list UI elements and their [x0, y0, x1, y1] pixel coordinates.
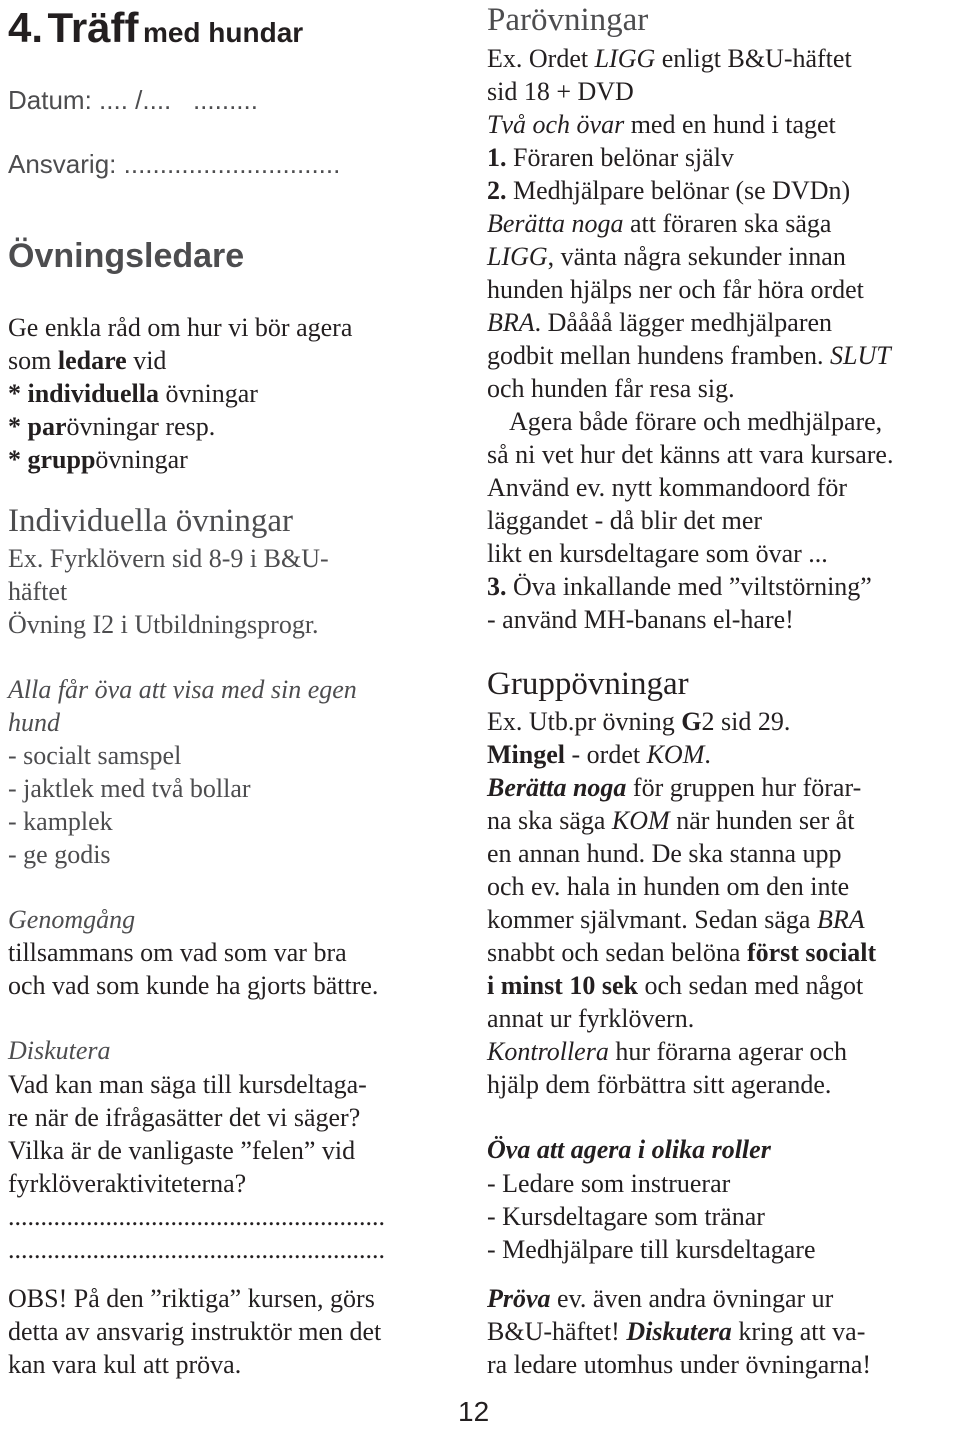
bold-segment: i minst 10 sek [487, 971, 638, 1000]
pair-line [487, 570, 872, 603]
individual-heading: Individuella övningar [8, 503, 294, 539]
text-segment: na ska säga [487, 806, 612, 835]
text-segment: kommer självmant. Sedan säga [487, 905, 817, 934]
list-item: - ge godis [8, 840, 111, 869]
italic-segment: Berätta noga [487, 209, 624, 238]
text-segment: 2 sid 29. [701, 707, 791, 736]
italic-segment: LIGG [594, 44, 656, 73]
roles-heading: Öva att agera i olika roller [487, 1135, 771, 1164]
text-segment: hur förarna agerar och [608, 1037, 848, 1066]
text-segment: Ex. Utb.pr övning [487, 707, 682, 736]
roles-line: - Ledare som instruerar [487, 1169, 731, 1198]
group-line [487, 804, 855, 837]
italic-segment: KOM [646, 740, 705, 769]
bullet-group [8, 443, 188, 476]
text-segment: Medhjälpare belönar (se DVDn) [506, 176, 851, 205]
text-segment: med en hund i taget [624, 110, 836, 139]
text-segment: för gruppen hur förar- [626, 773, 862, 802]
text-segment: övningar [159, 379, 258, 408]
pair-line [487, 42, 852, 75]
pair-line: så ni vet hur det känns att vara kursare. [487, 440, 894, 469]
pair-line [487, 108, 836, 141]
obs-line-1: OBS! På den ”riktiga” kursen, görs [8, 1284, 375, 1313]
bold-segment: G [681, 707, 702, 736]
text-segment: Ex. Ordet [487, 44, 595, 73]
discuss-line-1: Vad kan man säga till kursdeltaga- [8, 1070, 367, 1099]
text-segment: övningar resp. [66, 412, 216, 441]
individual-line-2: häftet [8, 577, 68, 606]
page-number: 12 [458, 1396, 490, 1427]
try-line [487, 1282, 833, 1315]
pair-line: Använd ev. nytt kommandoord för [487, 473, 848, 502]
text-segment: . [704, 740, 711, 769]
italic-segment: KOM [611, 806, 670, 835]
list-item: - jaktlek med två bollar [8, 774, 251, 803]
text-segment: ev. även andra övningar ur [550, 1284, 834, 1313]
group-line: och ev. hala in hunden om den inte [487, 872, 850, 901]
page-title [8, 4, 303, 52]
all-line-2: hund [8, 708, 60, 737]
pair-heading: Parövningar [487, 2, 649, 38]
individual-line-1: Ex. Fyrklövern sid 8-9 i B&U- [8, 544, 329, 573]
text-segment: - ordet [565, 740, 647, 769]
roles-line: - Kursdeltagare som tränar [487, 1202, 765, 1231]
group-heading: Gruppövningar [487, 666, 689, 702]
try-line: ra ledare utomhus under övningarna! [487, 1350, 872, 1379]
italic-segment: BRA [816, 905, 865, 934]
group-line [487, 771, 861, 804]
pair-line [487, 174, 850, 207]
group-line [487, 969, 863, 1002]
italic-segment: SLUT [829, 341, 891, 370]
text-segment: och sedan med något [637, 971, 864, 1000]
list-item: - kamplek [8, 807, 113, 836]
bold-segment: * individuella [8, 379, 159, 408]
review-line-2: och vad som kunde ha gjorts bättre. [8, 971, 379, 1000]
responsible-line [8, 148, 340, 181]
date-label: Datum: [8, 85, 92, 115]
pair-line: likt en kursdeltagare som övar ... [487, 539, 828, 568]
pair-line [487, 207, 831, 240]
text-segment: godbit mellan hundens framben. [487, 341, 830, 370]
bold-segment: * grupp [8, 445, 96, 474]
discuss-line-2: re när de ifrågasätter det vi säger? [8, 1103, 361, 1132]
text-segment: Öva inkallande med ”viltstörning” [506, 572, 872, 601]
roles-line: - Medhjälpare till kursdeltagare [487, 1235, 816, 1264]
leader-line-2 [8, 344, 166, 377]
italic-segment: Två och övar [487, 110, 625, 139]
group-line: hjälp dem förbättra sitt agerande. [487, 1070, 832, 1099]
dotted-line: .......................................................... [8, 1235, 385, 1264]
discuss-heading: Diskutera [8, 1036, 111, 1065]
all-line-1: Alla får öva att visa med sin egen [8, 675, 357, 704]
individual-line-3: Övning I2 i Utbildningsprogr. [8, 610, 319, 639]
responsible-label: Ansvarig: [8, 149, 117, 179]
group-line [487, 738, 711, 771]
pair-line: Agera både förare och medhjälpare, [509, 407, 883, 436]
text-segment: . Dåååå lägger medhjälparen [534, 308, 833, 337]
pair-line [487, 240, 846, 273]
group-line [487, 705, 790, 738]
bullet-pair [8, 410, 215, 443]
pair-line [487, 339, 891, 372]
pair-line: sid 18 + DVD [487, 77, 634, 106]
leader-line-1: Ge enkla råd om hur vi bör agera [8, 313, 353, 342]
text-segment: , vänta några sekunder innan [547, 242, 846, 271]
text-segment: B&U-häftet! [487, 1317, 627, 1346]
text-segment: Föraren belönar själv [506, 143, 734, 172]
date-line [8, 84, 258, 117]
group-line [487, 1035, 847, 1068]
review-line-1: tillsammans om vad som var bra [8, 938, 347, 967]
text-segment: enligt B&U-häftet [655, 44, 852, 73]
pair-line [487, 306, 832, 339]
group-line [487, 936, 876, 969]
text-segment: vid [126, 346, 167, 375]
group-line: en annan hund. De ska stanna upp [487, 839, 842, 868]
text-segment: kring att va- [731, 1317, 866, 1346]
bold-segment: först socialt [746, 938, 877, 967]
discuss-line-3: Vilka är de vanligaste ”felen” vid [8, 1136, 356, 1165]
leader-heading: Övningsledare [8, 237, 245, 275]
pair-line [487, 141, 734, 174]
review-heading: Genomgång [8, 905, 136, 934]
bold-segment: * par [8, 412, 67, 441]
text-segment: när hunden ser åt [669, 806, 855, 835]
group-line [487, 903, 865, 936]
bold-segment: 2. [487, 176, 507, 205]
bold-segment: 1. [487, 143, 507, 172]
title-big: Träff [47, 4, 139, 51]
italic-segment: Kontrollera [487, 1037, 609, 1066]
text-segment: övningar [95, 445, 188, 474]
group-line: annat ur fyrklövern. [487, 1004, 695, 1033]
bold-segment: ledare [57, 346, 127, 375]
pair-line: hunden hjälps ner och får höra ordet [487, 275, 864, 304]
dotted-line: .......................................................... [8, 1202, 385, 1231]
text-segment: snabbt och sedan belöna [487, 938, 747, 967]
discuss-line-4: fyrklöveraktiviteterna? [8, 1169, 247, 1198]
bold-italic-segment: Berätta noga [487, 773, 627, 802]
obs-line-2: detta av ansvarig instruktör men det [8, 1317, 382, 1346]
obs-line-3: kan vara kul att pröva. [8, 1350, 242, 1379]
title-small: med hundar [142, 17, 304, 48]
text-segment: att föraren ska säga [623, 209, 832, 238]
bold-segment: Mingel [487, 740, 565, 769]
bold-italic-segment: Pröva [487, 1284, 551, 1313]
try-line [487, 1315, 865, 1348]
bold-italic-segment: Diskutera [626, 1317, 732, 1346]
pair-line: och hunden får resa sig. [487, 374, 735, 403]
italic-segment: BRA [487, 308, 535, 337]
responsible-value: .............................. [123, 149, 341, 179]
title-number: 4. [8, 4, 44, 51]
date-value: .... /.... ......... [99, 85, 258, 115]
text-segment: som [8, 346, 58, 375]
list-item: - socialt samspel [8, 741, 182, 770]
pair-line: läggandet - då blir det mer [487, 506, 763, 535]
bullet-individual [8, 377, 258, 410]
italic-segment: LIGG [487, 242, 548, 271]
pair-line: - använd MH-banans el-hare! [487, 605, 794, 634]
bold-segment: 3. [487, 572, 507, 601]
